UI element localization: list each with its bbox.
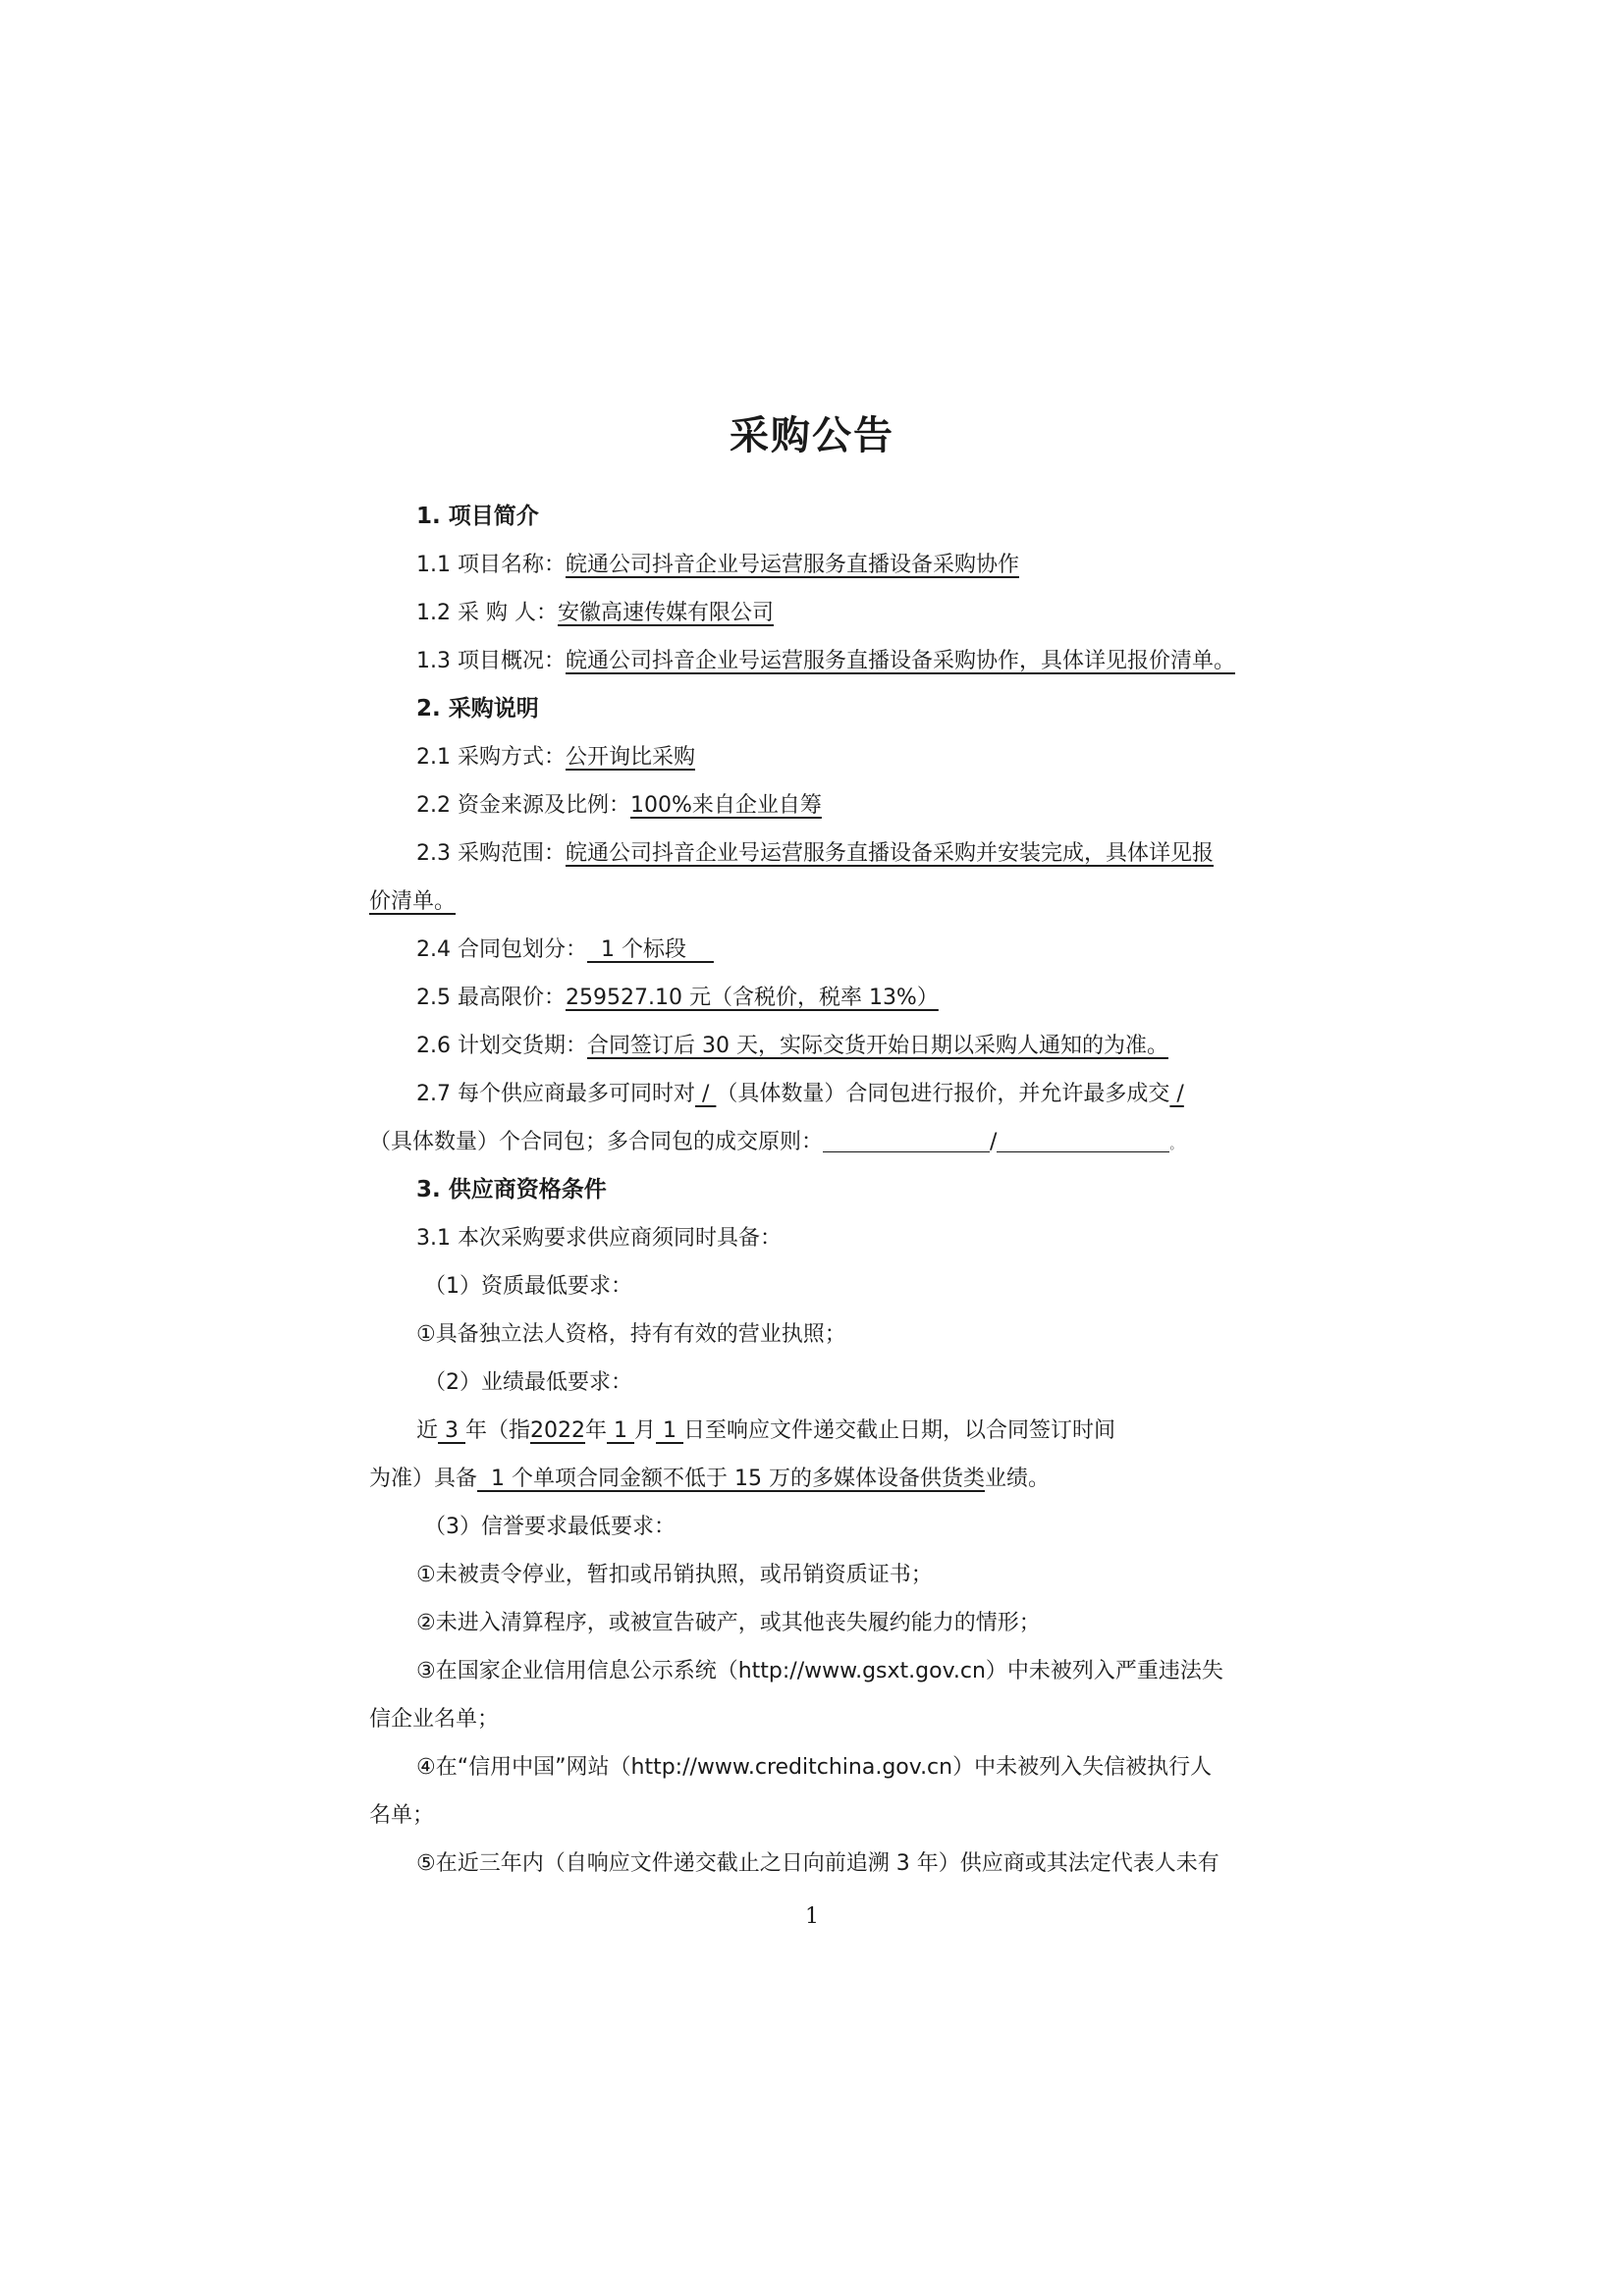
procurement-scope: 皖通公司抖音企业号运营服务直播设备采购并安装完成，具体详见报 bbox=[565, 841, 1214, 866]
credit-item-5: ⑤在近三年内（自响应文件递交截止之日向前追溯 3 年）供应商或其法定代表人未有 bbox=[416, 1851, 1219, 1876]
performance-requirement-cont: 为准）具备 1 个单项合同金额不低于 15 万的多媒体设备供货类业绩。 bbox=[369, 1467, 1050, 1491]
item-3-1: 3.1 本次采购要求供应商须同时具备： bbox=[416, 1226, 782, 1251]
performance-requirement: 近 3 年（指2022年 1 月 1 日至响应文件递交截止日期，以合同签订时间 bbox=[416, 1418, 1116, 1443]
delivery-period: 合同签订后 30 天，实际交货开始日期以采购人通知的为准。 bbox=[586, 1034, 1168, 1058]
procurement-method: 公开询比采购 bbox=[565, 745, 695, 770]
document-body bbox=[369, 493, 1263, 1888]
item-2-7-cont: （具体数量）个合同包；多合同包的成交原则： / 。 bbox=[369, 1118, 1263, 1166]
section-2-heading: 2. 采购说明 bbox=[416, 696, 539, 721]
credit-item-1: ①未被责令停业，暂扣或吊销执照，或吊销资质证书； bbox=[416, 1563, 933, 1587]
credit-item-4-cont: 名单； bbox=[369, 1803, 435, 1828]
item-2-3-cont: 价清单。 bbox=[369, 889, 457, 914]
fund-source: 100%来自企业自筹 bbox=[629, 793, 822, 818]
item-2-5: 2.5 最高限价：259527.10 元（含税价，税率 13%） bbox=[416, 986, 939, 1010]
item-2-6: 2.6 计划交货期：合同签订后 30 天，实际交货开始日期以采购人通知的为准。 bbox=[416, 1034, 1168, 1058]
credit-item-2: ②未进入清算程序，或被宣告破产，或其他丧失履约能力的情形； bbox=[416, 1611, 1041, 1635]
item-2-3: 2.3 采购范围：皖通公司抖音企业号运营服务直播设备采购并安装完成，具体详见报 bbox=[416, 841, 1214, 866]
page-title: 采购公告 bbox=[730, 413, 894, 458]
section-3-heading: 3. 供应商资格条件 bbox=[416, 1177, 607, 1202]
item-2-1: 2.1 采购方式：公开询比采购 bbox=[416, 745, 695, 770]
blank-field bbox=[823, 1126, 990, 1152]
section-1-heading: 1. 项目简介 bbox=[416, 504, 539, 529]
credit-item-3-cont: 信企业名单； bbox=[369, 1707, 500, 1732]
qualification-heading: （1）资质最低要求： bbox=[424, 1274, 632, 1299]
purchaser-name: 安徽高速传媒有限公司 bbox=[557, 601, 774, 625]
project-overview: 皖通公司抖音企业号运营服务直播设备采购协作，具体详见报价清单。 bbox=[565, 649, 1235, 673]
credit-item-3: ③在国家企业信用信息公示系统（http://www.gsxt.gov.cn）中未被列入严重违法失 bbox=[416, 1659, 1223, 1683]
max-price: 259527.10 元（含税价，税率 13%） bbox=[565, 986, 939, 1010]
item-2-7: 2.7 每个供应商最多可同时对 / （具体数量）合同包进行报价，并允许最多成交 / bbox=[416, 1082, 1184, 1106]
credit-heading: （3）信誉要求最低要求： bbox=[424, 1515, 676, 1539]
page-number: 1 bbox=[805, 1904, 819, 1929]
qualification-item-1: ①具备独立法人资格，持有有效的营业执照； bbox=[416, 1322, 846, 1347]
item-2-4: 2.4 合同包划分： 1 个标段 bbox=[416, 937, 714, 962]
credit-item-4: ④在“信用中国”网站（http://www.creditchina.gov.cn）中未被列入失信被执行人 bbox=[416, 1755, 1213, 1780]
item-1-2: 1.2 采 购 人：安徽高速传媒有限公司 bbox=[416, 601, 774, 625]
performance-heading: （2）业绩最低要求： bbox=[424, 1370, 632, 1395]
blank-field bbox=[997, 1126, 1169, 1152]
item-2-2: 2.2 资金来源及比例：100%来自企业自筹 bbox=[416, 793, 822, 818]
project-name: 皖通公司抖音企业号运营服务直播设备采购协作 bbox=[565, 553, 1019, 577]
item-1-3: 1.3 项目概况：皖通公司抖音企业号运营服务直播设备采购协作，具体详见报价清单。 bbox=[416, 649, 1235, 673]
item-1-1: 1.1 项目名称：皖通公司抖音企业号运营服务直播设备采购协作 bbox=[416, 553, 1019, 577]
lot-division: 1 个标段 bbox=[586, 937, 714, 962]
